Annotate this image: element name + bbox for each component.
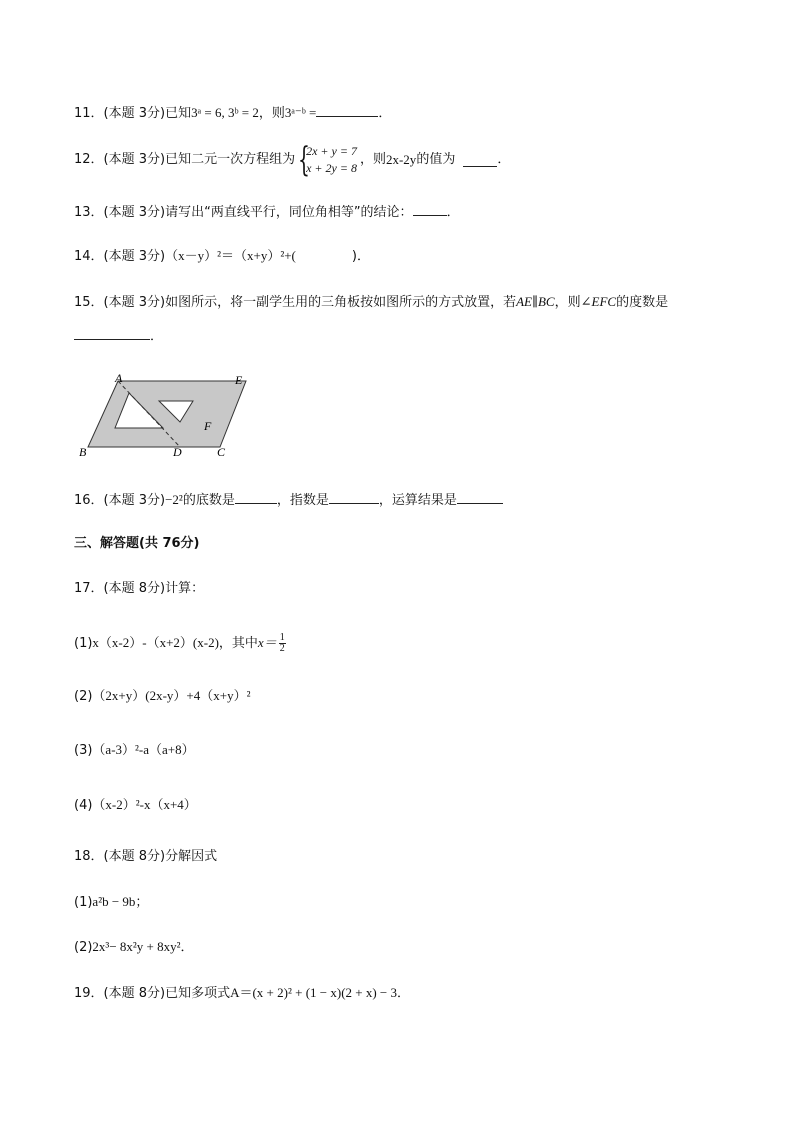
equation-1: 2x + y = 7 — [306, 144, 357, 158]
figure-shapes — [88, 381, 246, 447]
q11-label: 11．(本题 3分)已知 — [74, 106, 192, 121]
q11-mid: ，则 — [258, 106, 285, 121]
q11-answer-blank[interactable] — [316, 104, 378, 117]
q17-p3-label: (3) — [74, 743, 93, 758]
q15-text2: ，则 — [554, 295, 581, 310]
question-11 — [74, 104, 391, 122]
equation-system — [298, 140, 357, 180]
q17-p4-expr: （x-2）²-x（x+4） — [92, 797, 197, 812]
question-17-title: 17．(本题 8分)计算： — [74, 581, 205, 596]
q14-end: )． — [351, 249, 370, 264]
q18-p2-expr: 2x³− 8x²y + 8xy²． — [92, 939, 194, 954]
question-14 — [74, 248, 370, 265]
q16-result-blank[interactable] — [457, 491, 503, 504]
q12-answer-blank[interactable] — [463, 154, 497, 167]
q16-base-blank[interactable] — [235, 491, 277, 504]
q18-p1-label: (1) — [74, 895, 93, 910]
q15-text1: 15．(本题 3分)如图所示，将一副学生用的三角板按如图所示的方式放置，若 — [74, 295, 517, 310]
q17-part-4 — [74, 797, 197, 814]
q17-p1-label: (1) — [74, 636, 93, 651]
q19-expr: A＝(x + 2)² + (1 − x)(2 + x) − 3． — [230, 985, 411, 1000]
q12-expr: 2x-2y — [385, 152, 417, 167]
q17-part-1 — [74, 633, 286, 654]
q12-label: 12．(本题 3分)已知二元一次方程组为 — [74, 152, 296, 167]
fraction-one-half — [279, 633, 286, 654]
fraction-numerator: 1 — [279, 632, 285, 643]
brace-symbol: { — [298, 140, 310, 180]
label-c: C — [217, 445, 226, 459]
q17-p2-expr: （2x+y）(2x-y）+4（x+y）² — [92, 688, 251, 703]
label-a: A — [115, 371, 123, 385]
question-19 — [74, 985, 410, 1002]
question-15 — [74, 294, 668, 311]
equation-2: x + 2y = 8 — [306, 161, 357, 175]
q12-mid: ，则 — [359, 152, 386, 167]
q18-p2-label: (2) — [74, 940, 93, 955]
question-12 — [74, 140, 511, 180]
question-15-answer-line — [74, 327, 163, 345]
q15-answer-blank[interactable] — [74, 327, 150, 340]
q17-p1-mid: ，其中 — [218, 636, 258, 651]
q16-label: 16．(本题 3分) — [74, 493, 166, 508]
q16-expr: −2² — [165, 492, 183, 507]
q15-expr: AE∥BC — [516, 294, 555, 309]
q14-label: 14．(本题 3分) — [74, 249, 166, 264]
label-d: D — [173, 445, 182, 459]
q12-end: ． — [497, 152, 511, 167]
label-e: E — [235, 373, 243, 387]
q13-text: 13．(本题 3分)请写出“两直线平行，同位角相等”的结论： — [74, 205, 413, 220]
question-18-title: 18．(本题 8分)分解因式 — [74, 849, 218, 864]
q17-p2-label: (2) — [74, 689, 93, 704]
q13-end: ． — [446, 205, 460, 220]
q17-p1-var: x＝ — [257, 635, 277, 650]
q18-p1-expr: a²b − 9b； — [92, 894, 149, 909]
fraction-denominator: 2 — [279, 643, 285, 654]
question-16 — [74, 491, 503, 509]
q17-part-2 — [74, 688, 250, 705]
q17-p3-expr: （a-3）²-a（a+8） — [92, 742, 195, 757]
q18-part-1 — [74, 894, 148, 911]
q17-p1-expr: x（x-2）-（x+2）(x-2) — [92, 635, 219, 650]
q12-tail: 的值为 — [416, 152, 456, 167]
q15-end: ． — [150, 329, 164, 344]
set-squares-shape — [88, 381, 246, 447]
q11-end: ． — [378, 106, 392, 121]
q15-expr2: ∠EFC — [580, 294, 617, 309]
q17-part-3 — [74, 742, 195, 759]
q13-answer-blank[interactable] — [413, 203, 447, 216]
q18-part-2 — [74, 939, 194, 956]
section-3-heading: 三、解答题(共 76分) — [74, 536, 200, 551]
question-13 — [74, 203, 460, 221]
q11-expr: 3ᵃ = 6, 3ᵇ = 2 — [191, 105, 259, 120]
q14-expr: （x－y）²＝（x+y）²+( — [165, 248, 296, 263]
label-b: B — [79, 445, 87, 459]
triangle-ruler-figure — [72, 370, 262, 462]
q16-exponent-blank[interactable] — [329, 491, 379, 504]
q15-text3: 的度数是 — [616, 295, 669, 310]
q17-p4-label: (4) — [74, 798, 93, 813]
q19-label: 19．(本题 8分)已知多项式 — [74, 986, 231, 1001]
label-f: F — [204, 419, 212, 433]
q16-t2: ，指数是 — [276, 493, 329, 508]
q16-t1: 的底数是 — [182, 493, 235, 508]
q11-expr2: 3ᵃ⁻ᵇ = — [284, 105, 317, 120]
q16-t3: ，运算结果是 — [378, 493, 457, 508]
